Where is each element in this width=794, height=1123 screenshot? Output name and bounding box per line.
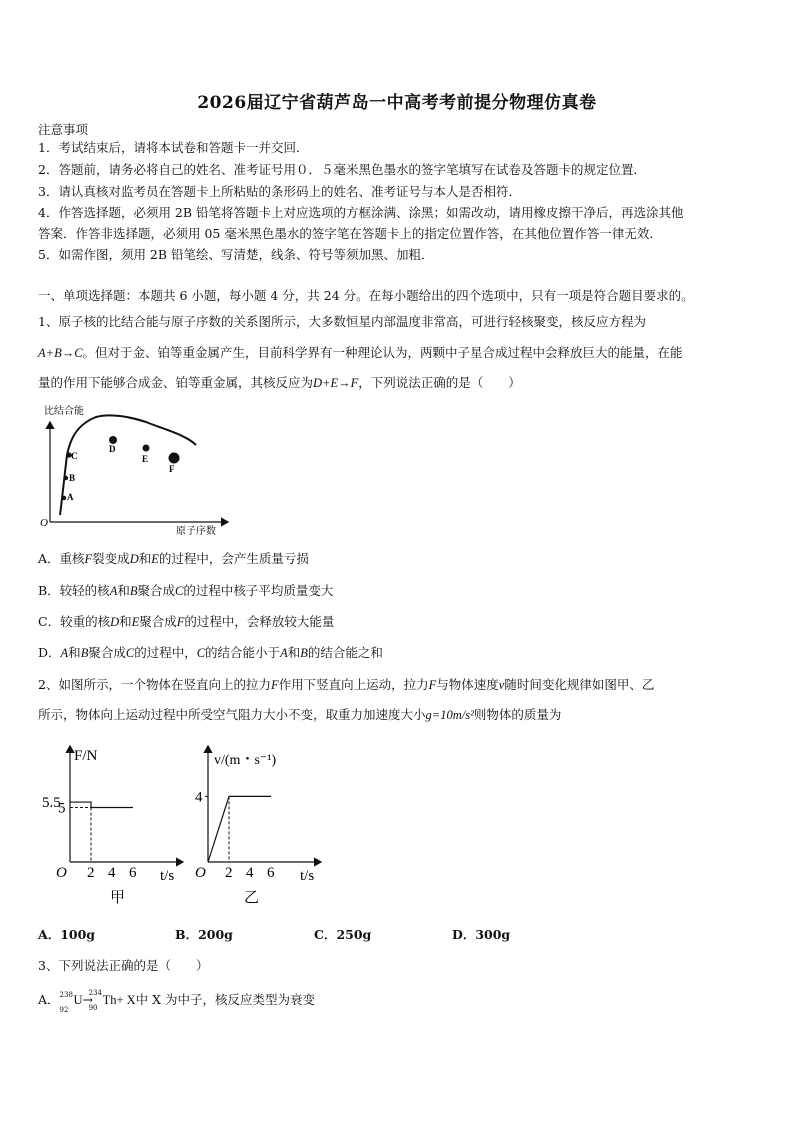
point-E: [143, 445, 150, 452]
q1-eq-fusion: A+B→C: [38, 346, 83, 360]
q1-stem-line3: 量的作用下能够合成金、铂等重金属，其核反应为D+E→F，下列说法正确的是（ ）: [38, 375, 521, 390]
notice-item: 答案．作答非选择题，必须用 05 毫米黑色墨水的签字笔在答题卡上的指定位置作答，在其他位置作答一律无效．: [38, 226, 662, 241]
yi-origin: O: [195, 865, 206, 881]
q1-eq-heavy: D+E→F: [313, 376, 359, 390]
jia-xtick-label: 6: [129, 865, 137, 881]
notice-item: 3．请认真核对监考员在答题卡上所粘贴的条形码上的姓名、准考证号与本人是否相符．: [38, 184, 521, 199]
yi-title: 乙: [244, 888, 260, 906]
q1-option-a: A．重核F裂变成D和E的过程中，会产生质量亏损: [38, 551, 309, 566]
yi-ytick-label: 4: [195, 789, 203, 806]
point-B: [64, 476, 68, 480]
label-C: C: [71, 451, 78, 461]
jia-ytick-label: 5.5: [42, 795, 61, 812]
th-mass-number: 234: [88, 989, 102, 997]
th-atomic-number: 90: [88, 1004, 98, 1012]
q2-option-c: C．250g: [314, 927, 372, 942]
jia-xlabel: t/s: [160, 868, 175, 884]
jia-xtick-label: 4: [108, 865, 116, 881]
label-F: F: [169, 464, 175, 474]
notice-item: 5．如需作图，须用 2B 铅笔绘、写清楚，线条、符号等须加黑、加粗．: [38, 247, 434, 262]
q1-stem-line1: 1、原子核的比结合能与原子序数的关系图所示，大多数恒星内部温度非常高，可进行轻核聚变，核反应方程为: [38, 314, 646, 329]
graph-ylabel: 比结合能: [44, 406, 84, 417]
yi-xlabel: t/s: [300, 868, 315, 884]
jia-origin: O: [56, 865, 67, 881]
binding-energy-graph: [36, 400, 236, 540]
q2-stem-line2: 所示，物体向上运动过程中所受空气阻力大小不变，取重力加速度大小g=10m/s²则物体的质量为: [38, 707, 562, 722]
yi-ylabel: v/(m・s⁻¹): [214, 753, 277, 768]
binding-energy-curve: [60, 415, 196, 515]
notice-item: 2．答题前，请务必将自己的姓名、准考证号用０．５毫米黑色墨水的签字笔填写在试卷及答题卡的规定位置．: [38, 162, 646, 177]
q3-stem: 3、下列说法正确的是（ ）: [38, 958, 209, 973]
notice-item: 4．作答选择题，必须用 2B 铅笔将答题卡上对应选项的方框涂满、涂黑；如需改动，请用橡皮擦干净后，再选涂其他: [38, 205, 684, 220]
u-atomic-number: 92: [59, 1005, 69, 1014]
yi-xtick-label: 6: [267, 865, 275, 881]
section-heading: 一、单项选择题：本题共 6 小题，每小题 4 分，共 24 分。在每小题给出的四个选项中，只有一项是符合题目要求的。: [38, 288, 694, 303]
point-D: [109, 436, 117, 444]
q1-option-c: C．较重的核D和E聚合成F的过程中，会释放较大能量: [38, 614, 335, 629]
q2-option-b: B．200g: [175, 927, 233, 942]
graph-origin: O: [40, 517, 48, 529]
jia-title: 甲: [110, 888, 126, 906]
q1-option-b: B．较轻的核A和B聚合成C的过程中核子平均质量变大: [38, 583, 334, 598]
q2-option-a: A．100g: [38, 927, 96, 942]
yi-xtick-label: 2: [225, 865, 233, 881]
u-symbol: U: [73, 993, 83, 1007]
force-time-chart: [40, 742, 200, 912]
notice-heading: 注意事项: [38, 122, 89, 137]
yi-xtick-label: 4: [246, 865, 254, 881]
reaction-arrow: →: [82, 992, 94, 1007]
point-A: [62, 496, 66, 500]
q2-option-d: D．300g: [452, 927, 511, 942]
point-F: [169, 453, 180, 464]
q1-option-d: D．A和B聚合成C的过程中，C的结合能小于A和B的结合能之和: [38, 645, 383, 660]
notice-item: 1．考试结束后，请将本试卷和答题卡一并交回．: [38, 140, 309, 155]
velocity-time-chart: [194, 742, 354, 912]
jia-ylabel: F/N: [74, 748, 98, 764]
graph-xlabel: 原子序数: [176, 526, 216, 537]
jia-ytick-label: 5: [58, 800, 66, 817]
jia-series-line: [70, 802, 133, 807]
yi-series-line: [208, 796, 271, 862]
q2-stem-line1: 2、如图所示，一个物体在竖直向上的拉力F作用下竖直向上运动，拉力F与物体速度v随时间变化规律如图甲、乙: [38, 677, 655, 692]
label-B: B: [69, 473, 76, 483]
th-symbol: Th: [102, 993, 117, 1007]
u-mass-number: 238: [59, 990, 73, 999]
label-D: D: [109, 444, 116, 454]
q3-option-a: A． 238 92 U→ 234 90 Th+ X中 X 为中子，核反应类型为衰变: [38, 991, 315, 1011]
label-A: A: [67, 492, 74, 502]
page-title: 2026届辽宁省葫芦岛一中高考考前提分物理仿真卷: [197, 93, 597, 113]
label-E: E: [142, 454, 149, 464]
jia-xtick-label: 2: [87, 865, 95, 881]
q1-stem-line2: A+B→C。但对于金、铂等重金属产生，目前科学界有一种理论认为，两颗中子星合成过程中会释放巨大的能量，在能: [38, 345, 683, 360]
